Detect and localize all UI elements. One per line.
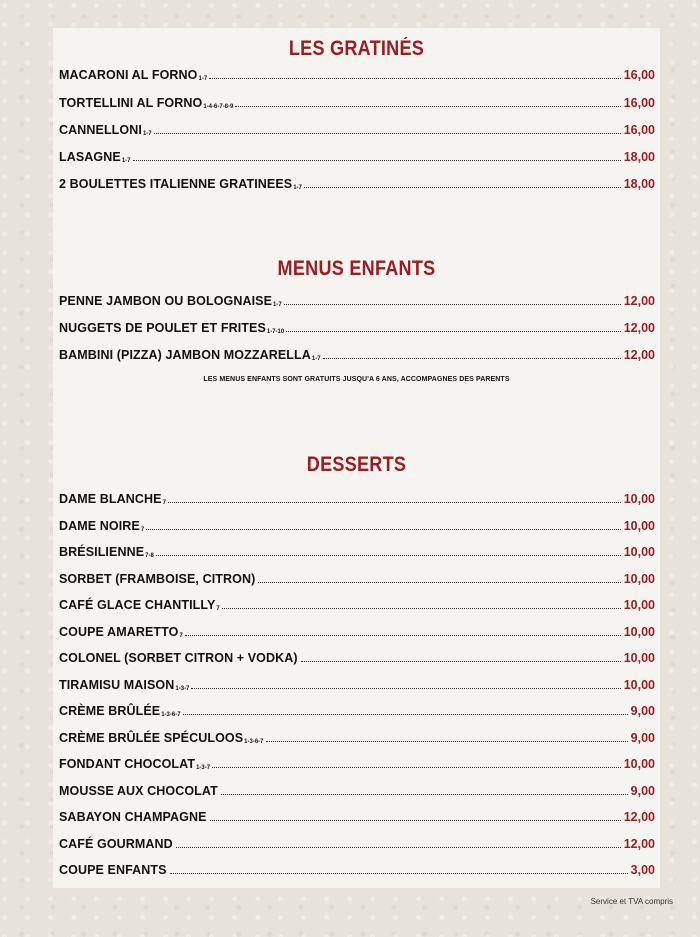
item-name: MACARONI AL FORNO <box>59 68 198 82</box>
item-price: 16,00 <box>623 68 655 82</box>
item-name: COUPE ENFANTS <box>59 863 167 877</box>
item-name: FONDANT CHOCOLAT <box>59 757 196 771</box>
allergen-codes: 1-7 <box>273 302 282 308</box>
item-name: CRÈME BRÛLÉE <box>59 704 161 718</box>
menu-item <box>59 146 655 164</box>
item-name: BAMBINI (PIZZA) JAMBON MOZZARELLA <box>59 348 311 362</box>
leader-dots <box>170 872 628 874</box>
item-price: 16,00 <box>623 123 655 137</box>
item-price: 12,00 <box>623 321 655 335</box>
item-price: 10,00 <box>623 572 655 586</box>
service-note: Service et TVA compris <box>590 897 673 906</box>
allergen-codes: 1-7 <box>142 131 152 137</box>
item-name: NUGGETS DE POULET ET FRITES <box>59 321 266 335</box>
menu-item <box>59 647 655 665</box>
menu-item <box>59 317 655 335</box>
item-price: 10,00 <box>623 545 655 559</box>
leader-dots <box>258 581 620 583</box>
allergen-codes: 7 <box>140 527 145 533</box>
item-name: CANNELLONI <box>59 123 142 137</box>
menu-item <box>59 594 655 612</box>
item-name: CAFÉ GOURMAND <box>59 837 173 851</box>
item-price: 9,00 <box>630 704 655 718</box>
menu-item <box>59 753 655 771</box>
kids-menu-note: LES MENUS ENFANTS SONT GRATUITS JUSQU'A 6 ANS, ACCOMPAGNES DES PARENTS <box>203 376 510 383</box>
menu-item <box>59 290 655 308</box>
allergen-codes: 1-3-7 <box>196 765 211 771</box>
section-title-menus-enfants: MENUS ENFANTS <box>277 257 436 280</box>
allergen-codes: 1-3-6-7 <box>161 712 181 718</box>
item-name: TORTELLINI AL FORNO <box>59 96 203 110</box>
menu-item <box>59 568 655 586</box>
item-name: TIRAMISU MAISON <box>59 678 175 692</box>
leader-dots <box>266 740 628 742</box>
menu-item <box>59 488 655 506</box>
item-price: 12,00 <box>623 837 655 851</box>
leader-dots <box>301 660 621 662</box>
leader-dots <box>304 186 621 188</box>
item-name: COUPE AMARETTO <box>59 625 179 639</box>
menu-item <box>59 92 655 110</box>
leader-dots <box>191 687 620 689</box>
item-price: 9,00 <box>630 784 655 798</box>
menu-item <box>59 515 655 533</box>
allergen-codes: 1-4-6-7-8-9 <box>203 104 234 110</box>
item-price: 3,00 <box>630 863 655 877</box>
item-price: 12,00 <box>623 348 655 362</box>
item-price: 10,00 <box>623 598 655 612</box>
menu-item <box>59 859 655 877</box>
leader-dots <box>210 819 621 821</box>
item-price: 10,00 <box>623 519 655 533</box>
item-name: 2 BOULETTES ITALIENNE GRATINEES <box>59 177 293 191</box>
item-price: 10,00 <box>623 625 655 639</box>
leader-dots <box>212 766 621 768</box>
menu-item <box>59 780 655 798</box>
allergen-codes: 1-7 <box>293 185 302 191</box>
item-price: 10,00 <box>623 651 655 665</box>
item-price: 10,00 <box>623 757 655 771</box>
leader-dots <box>154 132 621 134</box>
leader-dots <box>235 105 620 107</box>
item-name: CRÈME BRÛLÉE SPÉCULOOS <box>59 731 244 745</box>
leader-dots <box>156 554 621 556</box>
item-price: 12,00 <box>623 294 655 308</box>
item-price: 10,00 <box>623 678 655 692</box>
item-price: 10,00 <box>623 492 655 506</box>
leader-dots <box>183 713 628 715</box>
leader-dots <box>176 846 621 848</box>
item-name: DAME NOIRE <box>59 519 140 533</box>
item-price: 18,00 <box>623 177 655 191</box>
item-name: COLONEL (SORBET CITRON + VODKA) <box>59 651 298 665</box>
leader-dots <box>146 528 621 530</box>
menu-item <box>59 833 655 851</box>
menu-item <box>59 344 655 362</box>
leader-dots <box>168 501 621 503</box>
section-title-gratines: LES GRATINÉS <box>288 37 425 60</box>
allergen-codes: 7 <box>179 633 183 639</box>
menu-item <box>59 700 655 718</box>
menu-item <box>59 119 655 137</box>
menu-item <box>59 64 655 82</box>
allergen-codes: 1-7 <box>198 76 208 82</box>
allergen-codes: 1-7 <box>311 356 321 362</box>
leader-dots <box>222 607 621 609</box>
menu-page <box>53 28 660 888</box>
allergen-codes: 7 <box>162 500 166 506</box>
item-name: CAFÉ GLACE CHANTILLY <box>59 598 216 612</box>
item-price: 12,00 <box>623 810 655 824</box>
menu-item <box>59 727 655 745</box>
menu-item <box>59 173 655 191</box>
item-name: LASAGNE <box>59 150 121 164</box>
allergen-codes: 1-3-6-7 <box>244 739 264 745</box>
menu-item <box>59 541 655 559</box>
allergen-codes: 1-3-7 <box>175 686 190 692</box>
item-name: PENNE JAMBON OU BOLOGNAISE <box>59 294 273 308</box>
menu-item <box>59 621 655 639</box>
leader-dots <box>221 793 628 795</box>
item-name: SORBET (FRAMBOISE, CITRON) <box>59 572 256 586</box>
leader-dots <box>133 159 621 161</box>
leader-dots <box>323 357 621 359</box>
leader-dots <box>286 330 620 332</box>
item-name: DAME BLANCHE <box>59 492 162 506</box>
menu-item <box>59 806 655 824</box>
section-title-desserts: DESSERTS <box>306 453 407 476</box>
allergen-codes: 1-7-10 <box>266 329 285 335</box>
leader-dots <box>185 634 621 636</box>
allergen-codes: 7 <box>216 606 220 612</box>
allergen-codes: 7-8 <box>145 553 154 559</box>
leader-dots <box>209 77 621 79</box>
item-price: 16,00 <box>623 96 655 110</box>
menu-item <box>59 674 655 692</box>
item-price: 9,00 <box>630 731 655 745</box>
item-name: BRÉSILIENNE <box>59 545 145 559</box>
item-name: MOUSSE AUX CHOCOLAT <box>59 784 218 798</box>
item-price: 18,00 <box>623 150 655 164</box>
leader-dots <box>284 303 621 305</box>
item-name: SABAYON CHAMPAGNE <box>59 810 207 824</box>
allergen-codes: 1-7 <box>121 158 131 164</box>
